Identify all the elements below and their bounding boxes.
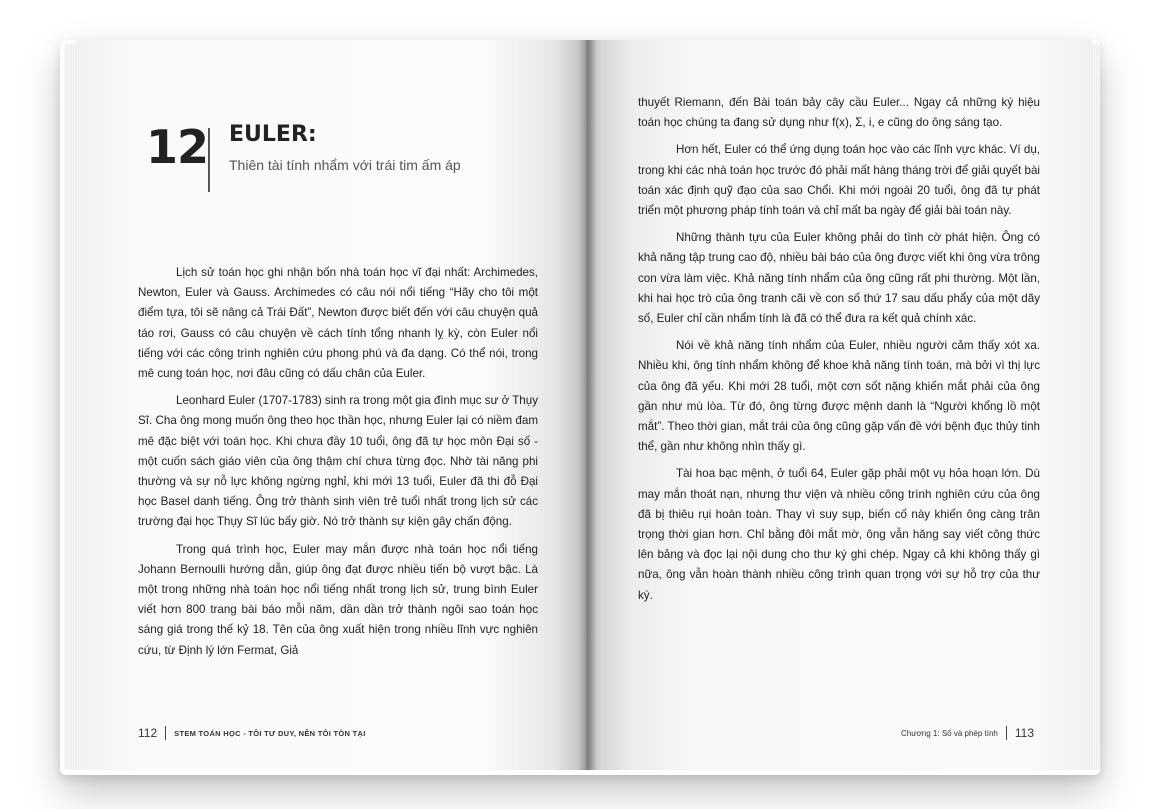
running-book-title: STEM TOÁN HỌC - TÔI TƯ DUY, NÊN TÔI TỒN TẠI [174,728,366,738]
running-chapter-title: Chương 1: Số và phép tính [900,728,998,738]
paragraph: Hơn hết, Euler có thể ứng dụng toán học vào các lĩnh vực khác. Ví dụ, trong khi các nhà toán học trước đó phải mất hàng tháng trời để giải quyết bài toán xác định quỹ đạo của sao Chổi. Khi mới ngoài 20 tuổi, ông đã tự phát triển một phương pháp tính toán và chỉ mất ba ngày để giải bài toán này. [638,143,1040,218]
paragraph: Leonhard Euler (1707-1783) sinh ra trong một gia đình mục sư ở Thụy Sĩ. Cha ông mong muốn ông theo học thần học, nhưng Euler lại có niềm đam mê đặc biệt với toán học. Khi chưa đầy 10 tuổi, ông đã tự học môn Đại số - một cuốn sách giáo viên của ông thậm chí chưa từng đọc. Nhờ tài năng phi thường và sự nỗ lực không ngừng nghỉ, khi mới 13 tuổi, Euler đã thi đỗ Đại học Basel danh tiếng. Ông trở thành sinh viên trẻ tuổi nhất trong lịch sử các trường đại học Thụy Sĩ lúc bấy giờ. Nó trở thành sự kiện gây chấn động. [138,394,538,529]
paragraph: Lịch sử toán học ghi nhận bốn nhà toán học vĩ đại nhất: Archimedes, Newton, Euler và Gauss. Archimedes có câu nói nổi tiếng “Hãy cho tôi một điểm tựa, tôi sẽ nâng cả Trái Đất”, Newton được biết đến với câu chuyện quả táo rơi, Gauss có câu chuyện về cách tính tổng nhanh lỵ kỳ, còn Euler nổi tiếng với các công trình nghiên cứu phong phú và đa dạng. Có thể nói, trong mê cung toán học, nơi đâu cũng có dấu chân của Euler. [138,266,538,381]
paragraph: Nói về khả năng tính nhẩm của Euler, nhiều người cảm thấy xót xa. Nhiều khi, ông tính nhẩm không để khoe khả năng tính toán, mà bởi vì thị lực của ông đã yếu. Khi mới 28 tuổi, một cơn sốt nặng khiến mắt phải của ông gần như mù lòa. Từ đó, ông từng được mệnh danh là “Người khổng lồ một mắt”. Theo thời gian, mắt trái của ông cũng gặp vấn đề với bệnh đục thủy tinh thể, gần như không nhìn thấy gì. [638,339,1040,454]
chapter-divider [208,128,210,192]
right-footer [901,726,1034,740]
book-gutter [578,40,596,770]
paragraph: Những thành tựu của Euler không phải do tình cờ phát hiện. Ông có khả năng tập trung cao độ, nhiều bài báo của ông được viết khi ông vừa trông con vừa làm việc. Khả năng tính nhẩm của ông cũng rất phi thường. Một lần, khi hai học trò của ông tranh cãi về con số thứ 17 sau dấu phẩy của một dãy số, Euler chỉ cần nhẩm tính là đã có thể đưa ra kết quả chính xác. [638,231,1040,326]
paragraph: Trong quá trình học, Euler may mắn được nhà toán học nổi tiếng Johann Bernoulli hướng dẫn, giúp ông đạt được nhiều tiến bộ vượt bậc. Là một trong những nhà toán học nổi tiếng nhất trong lịch sử, trung bình Euler viết hơn 800 trang bài báo mỗi năm, dần dần trở thành ngôi sao toán học sáng giá trong thế kỷ 18. Tên của ông xuất hiện trong nhiều lĩnh vực nghiên cứu, từ Định lý lớn Fermat, Giả [138,542,538,657]
footer-divider [1006,726,1007,740]
left-page [76,40,586,770]
footer-divider [165,726,166,740]
left-footer [138,726,366,740]
chapter-title: EULER: [229,122,317,147]
right-body-text [638,93,1040,613]
page-number: 112 [138,726,158,740]
paragraph: Tài hoa bạc mệnh, ở tuổi 64, Euler gặp phải một vụ hỏa hoạn lớn. Dù may mắn thoát nạn, nhưng thư viện và nhiều công trình nghiên cứu của ông đã bị thiêu rụi hoàn toàn. Thay vì suy sụp, biến cố này khiến ông càng trân trọng thời gian hơn. Chỉ bằng đôi mắt mờ, ông vẫn hăng say viết công thức lên bảng và đọc lại nội dung cho thư ký ghi chép. Ngay cả khi không thấy gì nữa, ông vẫn hoàn thành nhiều công trình quan trọng với sự hỗ trợ của thư ký. [638,467,1040,602]
chapter-number: 12 [146,120,209,174]
right-page [586,40,1092,770]
page-number: 113 [1014,726,1034,740]
left-body-text [138,263,538,668]
paragraph-continuation: thuyết Riemann, đến Bài toán bảy cây cầu Euler... Ngay cả những ký hiệu toán học chúng ta đang sử dụng như f(x), Σ, i, e cũng do ông sáng tạo. [638,96,1040,130]
chapter-subtitle: Thiên tài tính nhẩm với trái tim ấm áp [229,157,461,173]
